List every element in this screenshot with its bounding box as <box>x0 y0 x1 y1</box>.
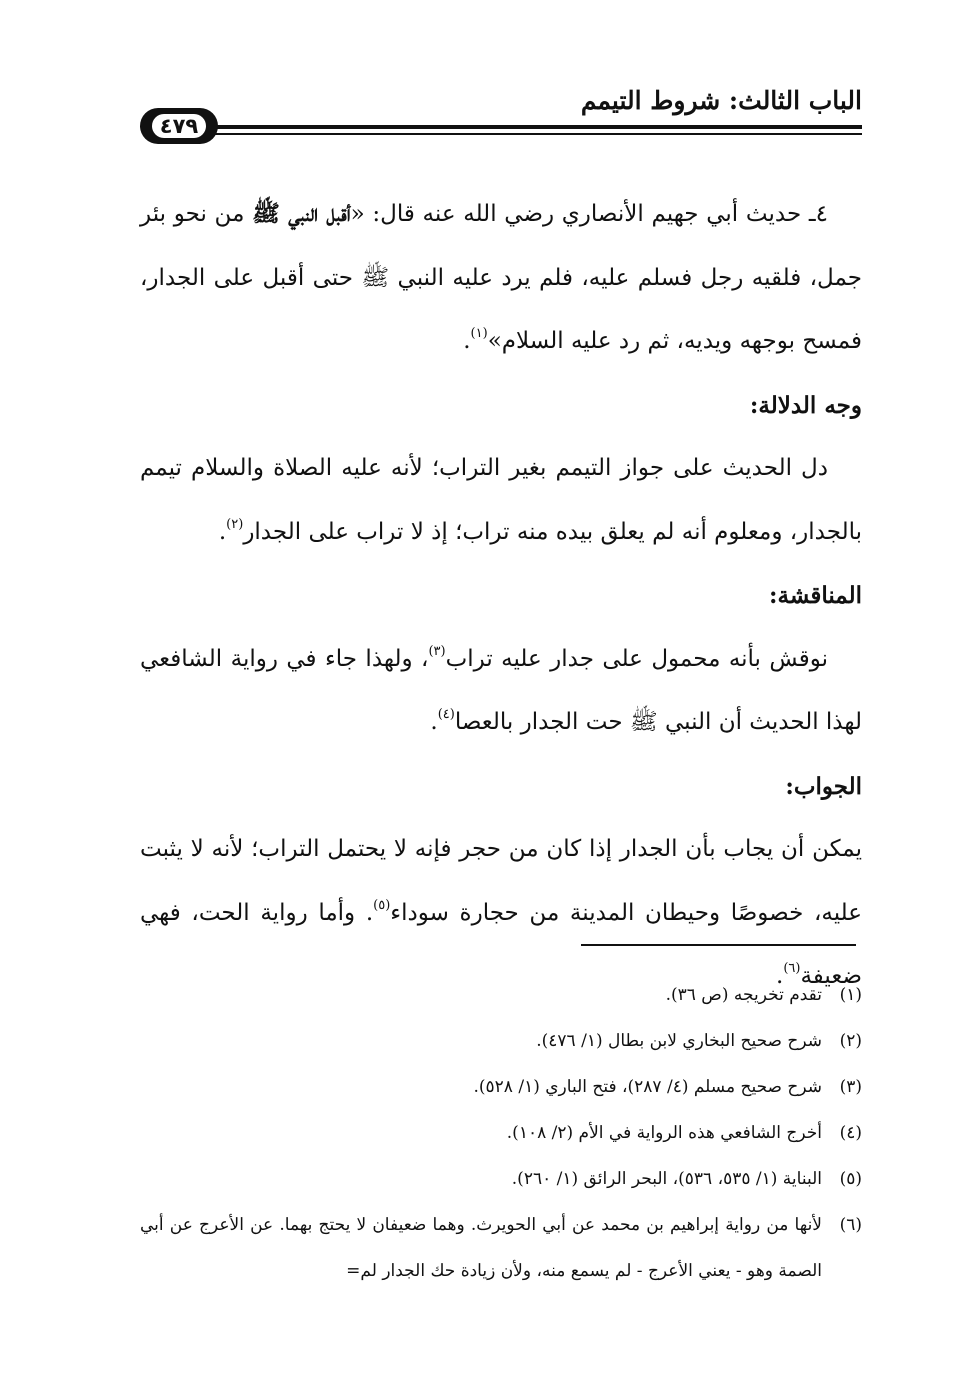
page-number-badge <box>140 108 218 144</box>
footnote-ref-5[interactable]: (٥) <box>373 897 391 913</box>
running-header <box>140 76 862 156</box>
period: . <box>218 518 227 545</box>
footnote-ref-3[interactable]: (٣) <box>428 643 446 659</box>
discussion-paragraph <box>140 628 862 755</box>
footnotes <box>140 972 862 1294</box>
period: . <box>430 709 438 735</box>
answer-text-1: يمكن أن يجاب بأن الجدار إذا كان من حجر فإنه لا يحتمل التراب؛ لأنه لا يثبت عليه، خصوصًا وحيطان المدينة من حجارة سوداء <box>140 836 862 926</box>
footnote-item <box>140 1156 862 1202</box>
header-rule-thick <box>204 125 862 129</box>
hadith-intro: حديث أبي جهيم الأنصاري رضي الله عنه قال: « <box>350 201 802 227</box>
footnote-text: لأنها من رواية إبراهيم بن محمد عن أبي الحويرث. وهما ضعيفان لا يحتج بهما. عن الأعرج عن أبي الصمة وهو - يعني الأعرج - لم يسمع منه، ولأن زيادة حك الجدار لم= <box>140 1215 822 1281</box>
header-rule-thin <box>204 133 862 135</box>
footnote-text: شرح صحيح مسلم (٤/ ٢٨٧)، فتح الباري (١/ ٥٢٨). <box>473 1077 822 1097</box>
evidence-paragraph <box>140 437 862 564</box>
footnote-item <box>140 1018 862 1064</box>
footnote-text: أخرج الشافعي هذه الرواية في الأم (٢/ ١٠٨). <box>506 1123 822 1143</box>
footnote-number: (١) <box>839 985 862 1005</box>
discussion-text-2: ، ولهذا جاء في رواية الشافعي لهذا الحديث أن النبي ﷺ حت الجدار بالعصا <box>140 645 862 735</box>
hadith-rest: من نحو بئر جمل، فلقيه رجل فسلم عليه، فلم يرد عليه النبي ﷺ حتى أقبل على الجدار، فمسح بوجهه ويديه، ثم رد عليه السلام» <box>140 201 862 354</box>
chapter-title: الباب الثالث: شروط التيمم <box>580 86 862 115</box>
footnote-ref-6[interactable]: (٦) <box>783 961 801 976</box>
period: . <box>776 963 784 989</box>
footnote-number: (٢) <box>839 1031 862 1051</box>
page-number: ٤٧٩ <box>152 114 206 138</box>
hadith-bold: أقبل النبي ﷺ <box>252 200 351 227</box>
footnote-number: (٤) <box>839 1123 862 1143</box>
hadith-number: ٤ـ <box>808 201 828 227</box>
heading-evidence: وجه الدلالة: <box>749 391 862 419</box>
footnote-item <box>140 972 862 1018</box>
evidence-text: دل الحديث على جواز التيمم بغير التراب؛ لأنه عليه الصلاة والسلام تيمم بالجدار، ومعلوم أنه لم يعلق بيده منه تراب؛ إذ لا تراب على الجدار <box>140 455 862 545</box>
footnote-ref-4[interactable]: (٤) <box>437 707 455 722</box>
footnote-item <box>140 1110 862 1156</box>
answer-text-2: . وأما رواية الحت، فهي ضعيفة <box>140 899 862 989</box>
footnote-ref-2[interactable]: (٢) <box>226 516 244 532</box>
footnote-item <box>140 1064 862 1110</box>
heading-answer: الجواب: <box>785 772 862 800</box>
footnote-text: البناية (١/ ٥٣٥، ٥٣٦)، البحر الرائق (١/ ٢٦٠). <box>511 1169 822 1189</box>
footnote-ref-1[interactable]: (١) <box>470 326 488 341</box>
footnote-number: (٦) <box>839 1215 862 1235</box>
main-text <box>140 182 862 1009</box>
footnote-number: (٥) <box>839 1169 862 1189</box>
footnote-text: شرح صحيح البخاري لابن بطال (١/ ٤٧٦). <box>536 1031 822 1051</box>
period: . <box>463 328 471 354</box>
discussion-text-1: نوقش بأنه محمول على جدار عليه تراب <box>445 645 828 672</box>
footnote-number: (٣) <box>839 1077 862 1097</box>
heading-discussion: المناقشة: <box>769 582 862 609</box>
footnote-separator <box>581 944 856 946</box>
footnote-text: تقدم تخريجه (ص ٣٦). <box>665 985 822 1005</box>
footnote-item <box>140 1202 862 1294</box>
hadith-paragraph <box>140 182 862 374</box>
